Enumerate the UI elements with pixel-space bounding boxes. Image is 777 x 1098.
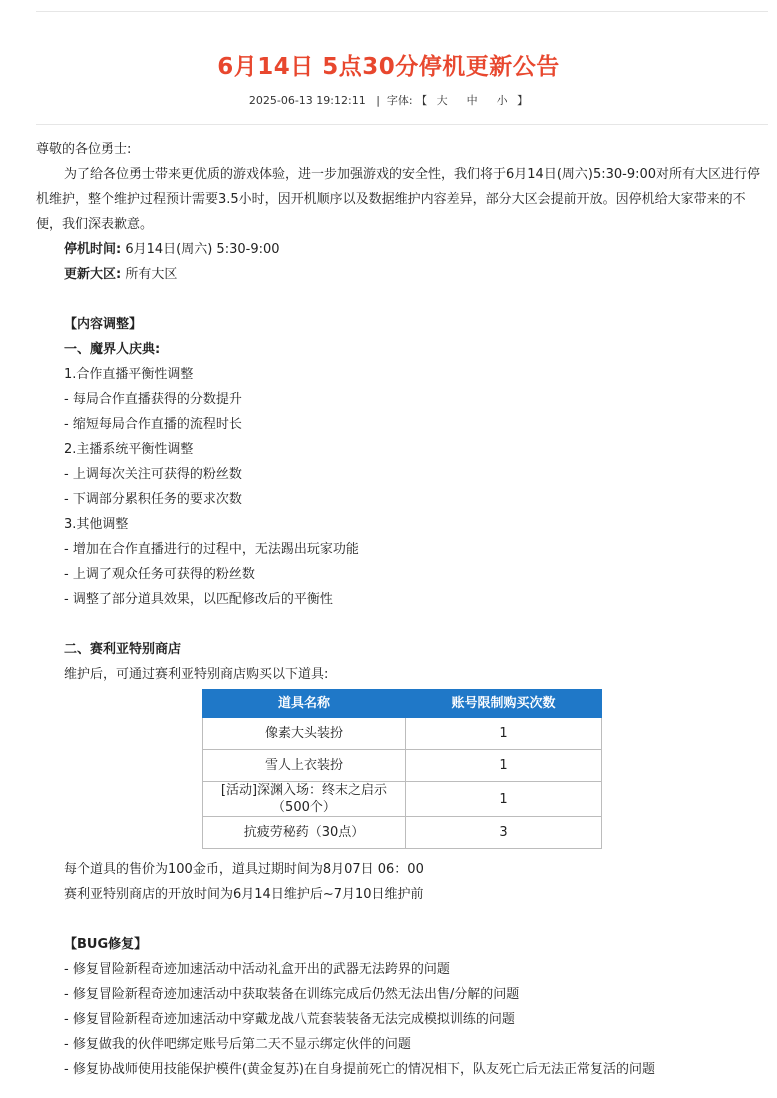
table-row — [203, 718, 602, 750]
table-row — [203, 782, 602, 817]
font-size-medium[interactable]: 中 — [466, 94, 478, 107]
bugfix-heading: 【BUG修复】 — [64, 937, 148, 952]
list-item: - 缩短每局合作直播的流程时长 — [64, 417, 242, 432]
column-header-purchase-limit: 账号限制购买次数 — [405, 690, 601, 718]
list-item: - 上调了观众任务可获得的粉丝数 — [64, 567, 255, 582]
shop-price-note: 每个道具的售价为100金币，道具过期时间为8月07日 06：00 — [64, 862, 424, 877]
area-label: 更新大区: — [64, 267, 122, 282]
font-size-small[interactable]: 小 — [496, 94, 508, 107]
table-header-row — [203, 690, 602, 718]
downtime-line — [36, 237, 771, 262]
content-adjust-heading: 【内容调整】 — [64, 317, 143, 332]
list-item: - 下调部分累积任务的要求次数 — [64, 492, 242, 507]
column-header-item-name: 道具名称 — [203, 690, 406, 718]
table-row — [203, 750, 602, 782]
section-celebration-title: 一、魔界人庆典: — [64, 342, 161, 357]
header-divider — [36, 124, 768, 125]
bugfix-item: - 修复冒险新程奇迹加速活动中穿戴龙战八荒套装装备无法完成模拟训练的问题 — [64, 1012, 515, 1027]
item-name: [活动]深渊入场：终末之启示（500个） — [203, 782, 406, 817]
bugfix-item: - 修复做我的伙伴吧绑定账号后第二天不显示绑定伙伴的问题 — [64, 1037, 411, 1052]
list-item: - 调整了部分道具效果，以匹配修改后的平衡性 — [64, 592, 333, 607]
list-item: 2.主播系统平衡性调整 — [64, 442, 194, 457]
purchase-limit: 3 — [405, 817, 601, 849]
top-divider — [36, 11, 768, 12]
purchase-limit: 1 — [405, 718, 601, 750]
font-size-large[interactable]: 大 — [436, 94, 448, 107]
bracket-close: 】 — [517, 94, 529, 107]
list-item: - 增加在合作直播进行的过程中，无法踢出玩家功能 — [64, 542, 359, 557]
list-item: - 每局合作直播获得的分数提升 — [64, 392, 242, 407]
item-name: 像素大头装扮 — [203, 718, 406, 750]
item-name: 雪人上衣装扮 — [203, 750, 406, 782]
downtime-label: 停机时间: — [64, 242, 122, 257]
shop-table — [202, 689, 602, 849]
list-item: - 上调每次关注可获得的粉丝数 — [64, 467, 242, 482]
downtime-value: 6月14日(周六) 5:30-9:00 — [125, 242, 280, 257]
purchase-limit: 1 — [405, 750, 601, 782]
list-item: 3.其他调整 — [64, 517, 129, 532]
page-title: 6月14日 5点30分停机更新公告 — [217, 54, 560, 80]
purchase-limit: 1 — [405, 782, 601, 817]
article-body — [36, 137, 771, 1082]
list-item: 1.合作直播平衡性调整 — [64, 367, 194, 382]
shop-intro: 维护后，可通过赛利亚特别商店购买以下道具: — [64, 667, 329, 682]
bracket-open: 【 — [416, 94, 428, 107]
area-value: 所有大区 — [125, 267, 178, 282]
article-meta — [0, 92, 777, 108]
intro-paragraph: 为了给各位勇士带来更优质的游戏体验，进一步加强游戏的安全性，我们将于6月14日(周六)5:30-9:00对所有大区进行停机维护，整个维护过程预计需要3.5小时，因开机顺序以及数据维护内容差异，部分大区会提前开放。因停机给大家带来的不便，我们深表歉意。 — [36, 167, 761, 232]
shop-open-time-note: 赛利亚特别商店的开放时间为6月14日维护后~7月10日维护前 — [64, 887, 424, 902]
shop-section-title: 二、赛利亚特别商店 — [64, 642, 182, 657]
bugfix-item: - 修复协战师使用技能保护模件(黄金复苏)在自身提前死亡的情况相下，队友死亡后无法正常复活的问题 — [64, 1062, 655, 1077]
area-line — [36, 262, 771, 287]
item-name: 抗疲劳秘药（30点） — [203, 817, 406, 849]
publish-datetime: 2025-06-13 19:12:11 — [248, 94, 366, 107]
font-size-label: 字体: — [386, 94, 413, 107]
bugfix-item: - 修复冒险新程奇迹加速活动中活动礼盒开出的武器无法跨界的问题 — [64, 962, 450, 977]
table-row — [203, 817, 602, 849]
bugfix-item: - 修复冒险新程奇迹加速活动中获取装备在训练完成后仍然无法出售/分解的问题 — [64, 987, 520, 1002]
meta-separator: | — [376, 94, 380, 107]
greeting: 尊敬的各位勇士: — [36, 142, 132, 157]
